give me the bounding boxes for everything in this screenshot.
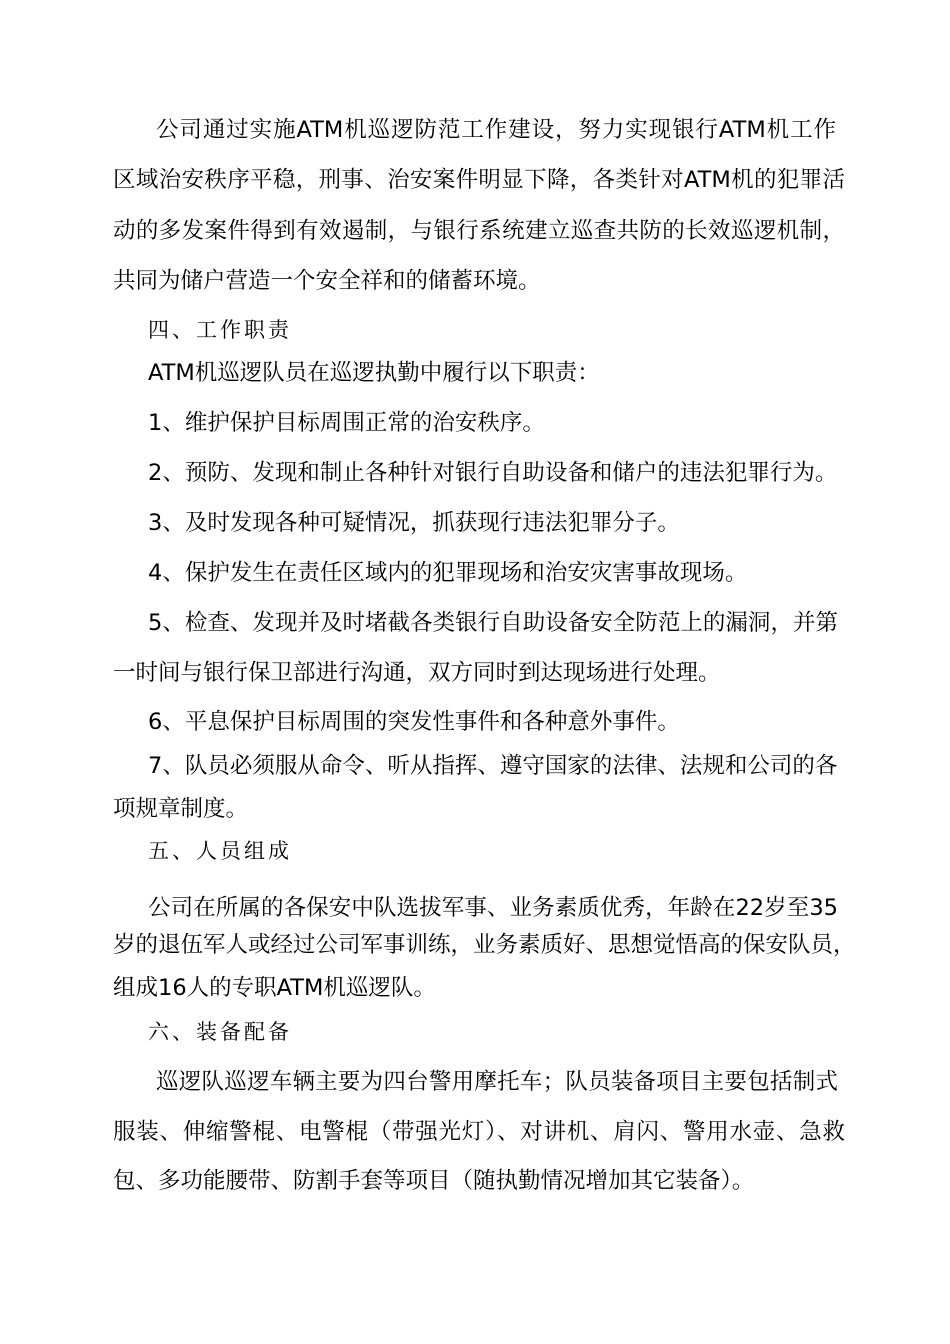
list-item: 2、预防、发现和制止各种针对银行自助设备和储户的违法犯罪行为。: [148, 460, 838, 486]
paragraph-line: 区域治安秩序平稳，刑事、治安案件明显下降，各类针对ATM机的犯罪活: [113, 167, 845, 193]
section-heading: 六、装备配备: [148, 1020, 292, 1044]
paragraph-line: 共同为储户营造一个安全祥和的储蓄环境。: [113, 268, 541, 294]
list-item: 3、及时发现各种可疑情况，抓获现行违法犯罪分子。: [148, 510, 680, 536]
paragraph-line: 包、多功能腰带、防割手套等项目（随执勤情况增加其它装备）。: [113, 1168, 755, 1194]
list-item: 7、队员必须服从命令、听从指挥、遵守国家的法律、法规和公司的各: [148, 753, 838, 779]
paragraph-line: 服装、伸缩警棍、电警棍（带强光灯）、对讲机、肩闪、警用水壶、急救: [113, 1119, 845, 1145]
paragraph-line: 岁的退伍军人或经过公司军事训练，业务素质好、思想觉悟高的保安队员，: [113, 932, 856, 958]
paragraph-line: 动的多发案件得到有效遏制，与银行系统建立巡查共防的长效巡逻机制，: [113, 218, 845, 244]
paragraph-line: 公司在所属的各保安中队选拔军事、业务素质优秀，年龄在22岁至35: [148, 895, 838, 921]
list-item-continuation: 一时间与银行保卫部进行沟通，双方同时到达现场进行处理。: [113, 660, 721, 686]
section-intro: ATM机巡逻队员在巡逻执勤中履行以下职责：: [148, 360, 600, 386]
paragraph-line: 组成16人的专职ATM机巡逻队。: [113, 975, 436, 1001]
paragraph-line: 公司通过实施ATM机巡逻防范工作建设，努力实现银行ATM机工作: [156, 117, 836, 143]
section-heading: 四、工作职责: [148, 318, 292, 342]
section-heading: 五、人员组成: [148, 839, 292, 863]
list-item: 6、平息保护目标周围的突发性事件和各种意外事件。: [148, 709, 680, 735]
list-item: 4、保护发生在责任区域内的犯罪现场和治安灾害事故现场。: [148, 560, 748, 586]
list-item: 5、检查、发现并及时堵截各类银行自助设备安全防范上的漏洞，并第: [148, 610, 838, 636]
list-item: 1、维护保护目标周围正常的治安秩序。: [148, 410, 545, 436]
list-item-continuation: 项规章制度。: [113, 796, 249, 822]
paragraph-line: 巡逻队巡逻车辆主要为四台警用摩托车；队员装备项目主要包括制式: [156, 1069, 838, 1095]
